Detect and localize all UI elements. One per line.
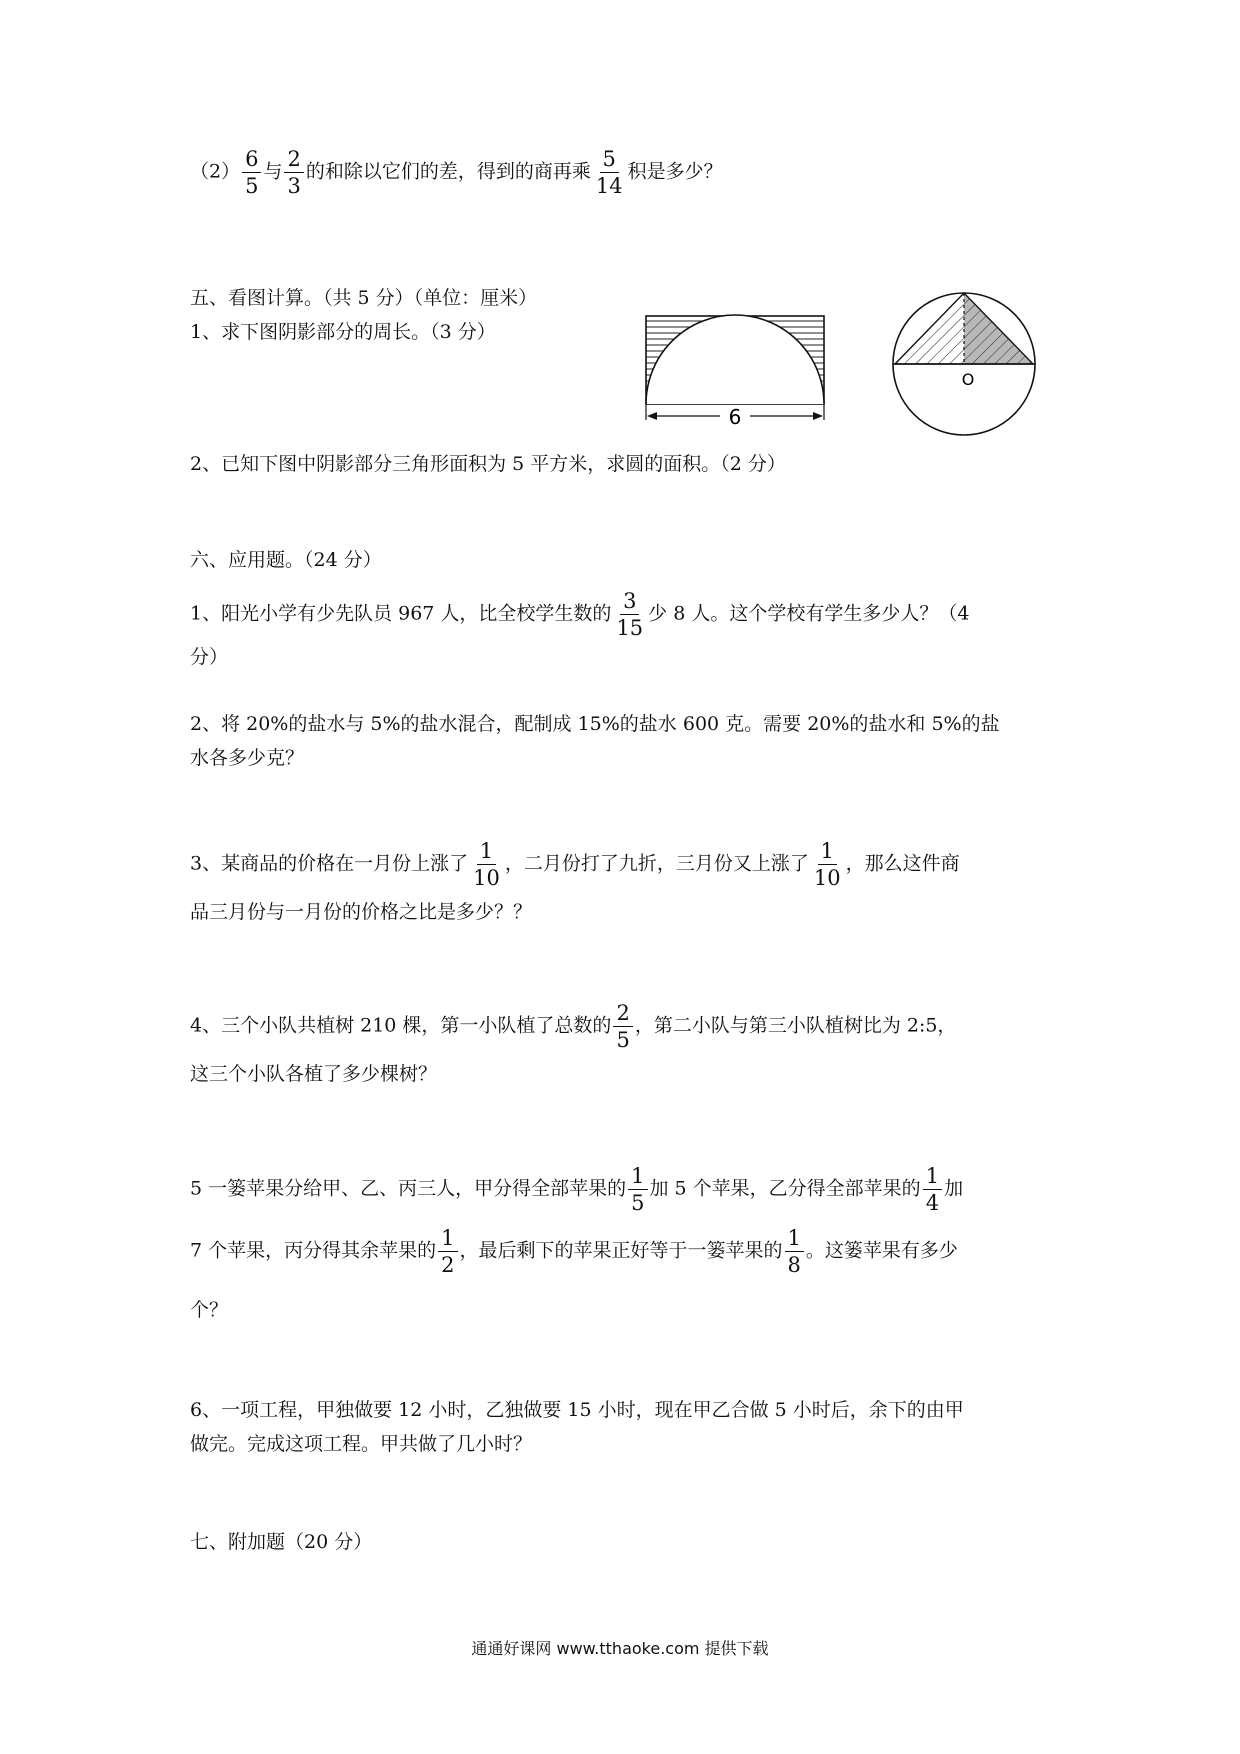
question-6-2: 2、将 20%的盐水与 5%的盐水混合，配制成 15%的盐水 600 克。需要 20%的盐水和 5%的盐 bbox=[190, 713, 1000, 735]
fraction: $\frac{6}{5}$ bbox=[242, 148, 261, 197]
fraction: $\frac{1}{10}$ bbox=[813, 839, 841, 891]
fraction: $\frac{3}{15}$ bbox=[616, 589, 644, 641]
question-6-5: 5 一篓苹果分给甲、乙、丙三人，甲分得全部苹果的 $\frac{1}{5}$ 加 5 个苹果，乙分得全部苹果的 $\frac{1}{4}$ 加 bbox=[190, 1164, 964, 1216]
semicircle-figure bbox=[640, 312, 840, 430]
question-6-5-line3: 个？ bbox=[190, 1299, 229, 1321]
question-6-6: 6、一项工程，甲独做要 12 小时，乙独做要 15 小时，现在甲乙合做 5 小时后，余下的由甲 bbox=[190, 1399, 964, 1421]
center-label: O bbox=[961, 370, 975, 389]
fraction: $\frac{1}{8}$ bbox=[785, 1227, 804, 1276]
fraction: $\frac{2}{5}$ bbox=[613, 1002, 632, 1051]
question-4-2: （2） $\frac{6}{5}$ 与 $\frac{2}{3}$ 的和除以它们的差，得到的商再乘 $\frac{5}{14}$ 积是多少？ bbox=[190, 147, 723, 199]
question-6-1: 1、阳光小学有少先队员 967 人，比全校学生数的 $\frac{3}{15}$ 少 8 人。这个学校有学生多少人？（4 bbox=[190, 589, 970, 641]
question-6-4-line2: 这三个小队各植了多少棵树？ bbox=[190, 1063, 438, 1085]
section-heading-7: 七、附加题（20 分） bbox=[190, 1531, 373, 1553]
question-5-1: 1、求下图阴影部分的周长。（3 分） bbox=[190, 321, 496, 343]
question-5-2: 2、已知下图中阴影部分三角形面积为 5 平方米，求圆的面积。（2 分） bbox=[190, 453, 786, 475]
fraction: $\frac{1}{5}$ bbox=[628, 1165, 647, 1214]
question-6-6-line2: 做完。完成这项工程。甲共做了几小时？ bbox=[190, 1433, 533, 1455]
fraction: $\frac{5}{14}$ bbox=[595, 147, 623, 199]
fraction: $\frac{1}{2}$ bbox=[438, 1227, 457, 1276]
question-6-4: 4、三个小队共植树 210 棵，第一小队植了总数的 $\frac{2}{5}$ ，第二小队与第三小队植树比为 2:5， bbox=[190, 1001, 957, 1053]
fraction: $\frac{1}{10}$ bbox=[473, 839, 500, 891]
section-heading-5: 五、看图计算。（共 5 分）（单位：厘米） bbox=[190, 287, 538, 309]
footer-text: 通通好课网 www.tthaoke.com 提供下载 bbox=[471, 1639, 769, 1658]
fraction: $\frac{2}{3}$ bbox=[284, 148, 303, 197]
question-6-3: 3、某商品的价格在一月份上涨了 $\frac{1}{10}$ ，二月份打了九折，三月份又上涨了 $\frac{1}{10}$ ，那么这件商 bbox=[190, 839, 960, 891]
circle-triangle-figure bbox=[884, 282, 1044, 442]
question-6-2-line2: 水各多少克？ bbox=[190, 747, 305, 769]
question-6-5-line2: 7 个苹果，丙分得其余苹果的 $\frac{1}{2}$ ，最后剩下的苹果正好等于一篓苹果的 $\frac{1}{8}$ 。这篓苹果有多少 bbox=[190, 1226, 958, 1278]
question-6-3-line2: 品三月份与一月份的价格之比是多少？？ bbox=[190, 901, 533, 923]
fraction: $\frac{1}{4}$ bbox=[923, 1165, 942, 1214]
question-6-1-line2: 分） bbox=[190, 646, 229, 668]
section-heading-6: 六、应用题。（24 分） bbox=[190, 549, 382, 571]
dimension-label: 6 bbox=[728, 405, 742, 429]
